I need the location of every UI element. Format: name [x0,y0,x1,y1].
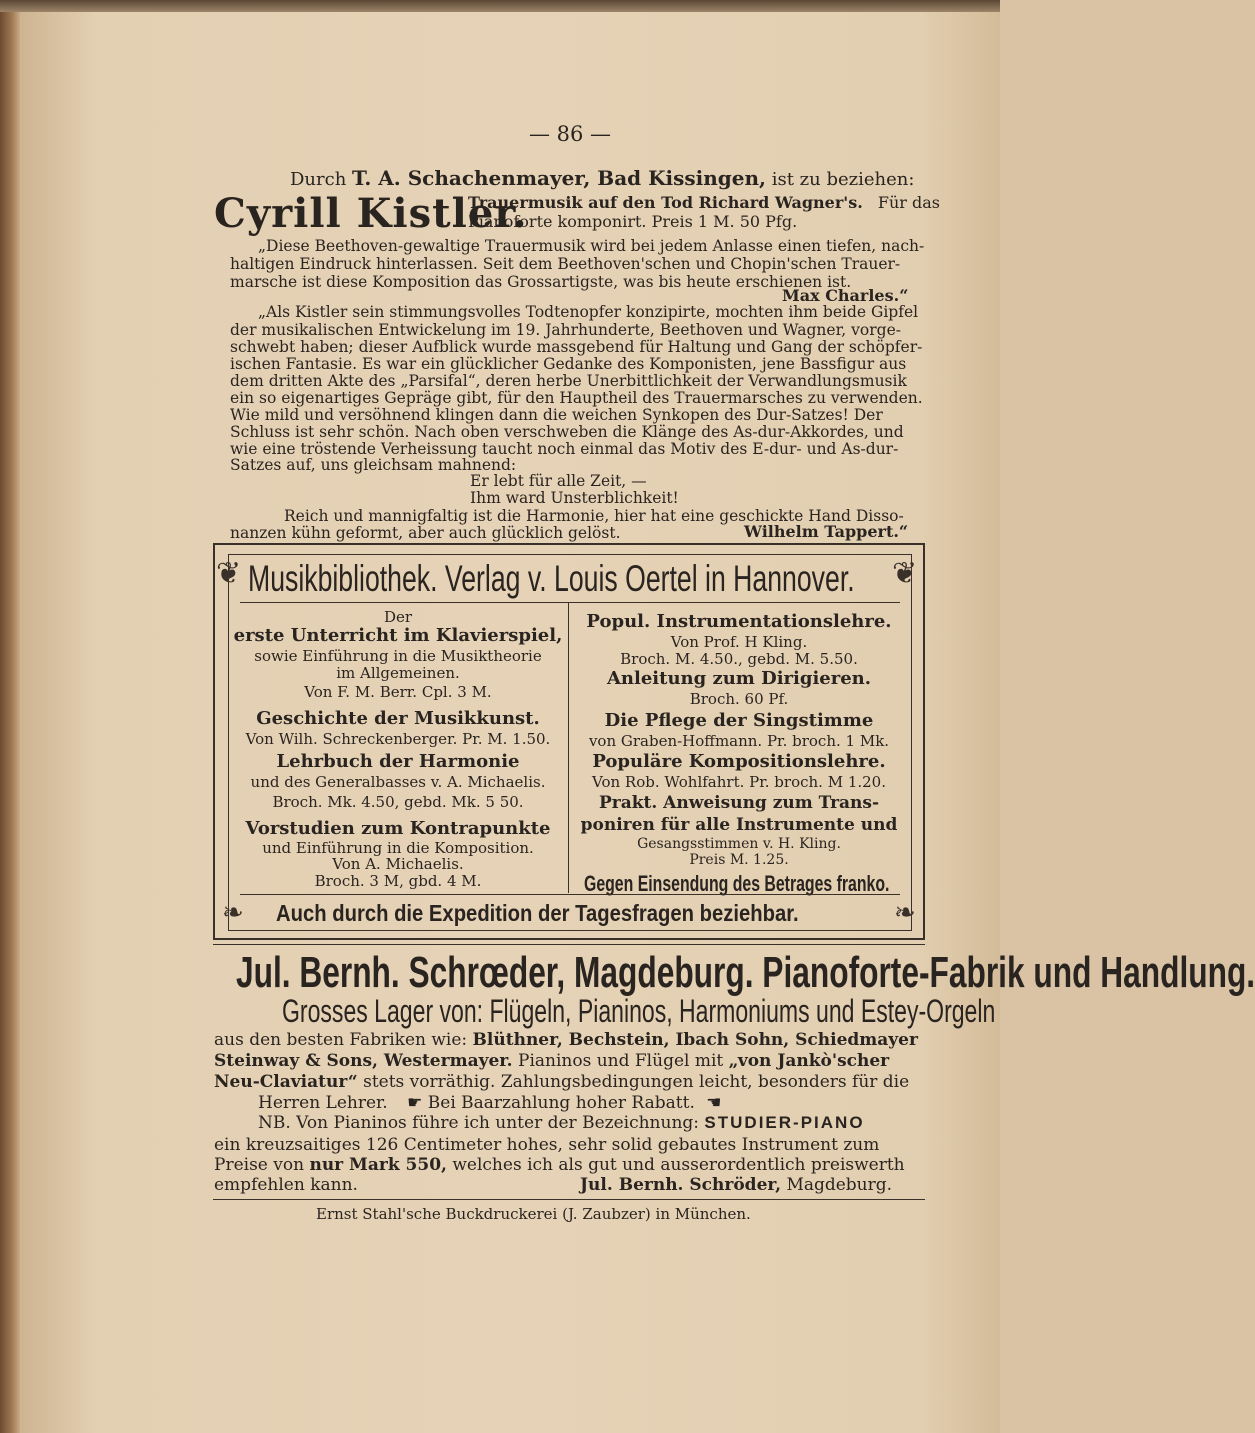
left-item1-line: Von F. M. Berr. Cpl. 3 M. [304,683,492,701]
schachenmayer-tail: ist zu beziehen: [771,169,915,190]
schroeder-line5 [258,1113,865,1133]
ad-rule-bottom [213,1199,925,1200]
quote2-author: Wilhelm Tappert.“ [744,522,909,541]
schroeder-line4 [258,1093,722,1113]
schroeder-signature-city: Magdeburg. [786,1175,893,1195]
quote2-end-line: nanzen kühn geformt, aber auch glücklich gelöst. [230,524,621,542]
header-rule [240,602,900,603]
quote1-line: „Diese Beethoven-gewaltige Trauermusik wird bei jedem Anlasse einen tiefen, nach- [258,237,925,255]
footer-rule [240,894,900,895]
pointing-hand-icon: ☛ [407,1093,423,1113]
kistler-work-tail: Für das [877,193,940,212]
right-item5-line: Gesangsstimmen v. H. Kling. [637,836,841,852]
schroeder-line3-rest: stets vorräthig. Zahlungsbedingungen leicht, besonders für die [363,1072,910,1092]
schroeder-line7 [214,1155,905,1175]
schroeder-manufacturers2: Steinway & Sons, Westermayer. [214,1051,513,1071]
left-item4-line: und Einführung in die Komposition. [262,839,534,857]
quote2-line: Wie mild und versöhnend klingen dann die weichen Synkopen des Dur-Satzes! Der [230,406,883,424]
left-item4-line: Von A. Michaelis. [332,855,464,873]
musikbibliothek-header: Musikbibliothek. Verlag v. Louis Oertel in Hannover. [248,558,855,599]
schroeder-price: nur Mark 550, [309,1155,447,1175]
right-item1-line: Von Prof. H Kling. [670,633,808,651]
quote1-author: Max Charles.“ [782,286,909,305]
left-item1-pre: Der [383,608,413,626]
ornament-icon: ❧ [894,898,916,928]
ornament-icon: ❧ [222,898,244,928]
right-item2-title: Anleitung zum Dirigieren. [606,668,872,689]
right-item3-line: von Graben-Hoffmann. Pr. broch. 1 Mk. [588,732,890,750]
right-item6: Gegen Einsendung des Betrages franko. [584,871,890,896]
left-item4-title: Vorstudien zum Kontrapunkte [245,818,551,839]
right-item5-line: Preis M. 1.25. [689,852,789,868]
right-item1-title: Popul. Instrumentationslehre. [586,611,892,632]
verse-line: Er lebt für alle Zeit, — [470,472,647,490]
pointing-hand-icon: ☚ [706,1093,722,1113]
schroeder-discount: Bei Baarzahlung hoher Rabatt. [427,1093,695,1113]
quote2-end-line: Reich und mannigfaltig ist die Harmonie, hier hat eine geschickte Hand Disso- [284,507,904,525]
quote2-line: ein so eigenartiges Gepräge gibt, für den Hauptheil des Trauermarsches zu verwenden. [230,389,923,407]
schroeder-line2-mid: Pianinos und Flügel mit [518,1051,724,1071]
schroeder-subhead: Grosses Lager von: Flügeln, Pianinos, Harmoniums und Estey-Orgeln [282,993,996,1029]
book-spine [0,0,20,1433]
schroeder-headline: Jul. Bernh. Schrœder, Magdeburg. Pianoforte-Fabrik und Handlung. [236,948,1255,997]
schroeder-line1-pre: aus den besten Fabriken wie: [214,1030,468,1050]
right-item4-title: Populäre Kompositionslehre. [592,751,886,772]
musikbibliothek-footer: Auch durch die Expedition der Tagesfragen beziehbar. [276,900,799,926]
schroeder-line5-pre: NB. Von Pianinos führe ich unter der Bezeichnung: [258,1113,700,1133]
left-item3-line: und des Generalbasses v. A. Michaelis. [250,773,546,791]
right-item4-line: Von Rob. Wohlfahrt. Pr. broch. M 1.20. [591,773,886,791]
schroeder-line2 [214,1051,889,1071]
top-edge [0,0,1000,12]
schroeder-line7-rest: welches ich als gut und ausserordentlich preiswerth [452,1155,905,1175]
left-item3-line: Broch. Mk. 4.50, gebd. Mk. 5 50. [272,793,524,811]
schroeder-line8-pre: empfehlen kann. [214,1175,358,1195]
schroeder-signature-name: Jul. Bernh. Schröder, [580,1175,782,1195]
quote2-line: ischen Fantasie. Es war ein glücklicher Gedanke des Komponisten, jene Bassfigur aus [230,355,907,373]
quote2-line: Schluss ist sehr schön. Nach oben verschweben die Klänge des As-dur-Akkordes, und [230,423,904,441]
right-item3-title: Die Pflege der Singstimme [604,710,874,731]
right-item5-title: Prakt. Anweisung zum Trans- [598,793,880,813]
quote1-line: marsche ist diese Komposition das Grossartigste, was bis heute erschienen ist. [230,273,852,291]
quote2-line: wie eine tröstende Verheissung taucht noch einmal das Motiv des E-dur- und As-dur- [230,440,899,458]
page-number: — 86 — [528,122,612,146]
right-item2-line: Broch. 60 Pf. [689,690,789,708]
schachenmayer-name: T. A. Schachenmayer, Bad Kissingen, [352,166,766,190]
schroeder-teachers: Herren Lehrer. [258,1093,388,1113]
ad-rule-top [213,944,925,945]
kistler-work-line2: Pianoforte komponirt. Preis 1 M. 50 Pfg. [468,212,798,231]
left-item1-title: erste Unterricht im Klavierspiel, [233,625,563,646]
schroeder-janko: „von Jankò'scher [728,1051,890,1071]
studier-piano: STUDIER-PIANO [704,1113,865,1132]
schroeder-claviatur: Neu-Claviatur“ [214,1072,358,1092]
right-item1-line: Broch. M. 4.50., gebd. M. 5.50. [620,650,858,668]
schachenmayer-intro: Durch [290,169,347,190]
quote1-line: haltigen Eindruck hinterlassen. Seit dem Beethoven'schen und Chopin'schen Trauer- [230,255,901,273]
schachenmayer-line [290,166,914,190]
kistler-work-line1 [468,193,940,212]
printer-imprint: Ernst Stahl'sche Buckdruckerei (J. Zaubzer) in München. [316,1205,751,1223]
left-item4-line: Broch. 3 M, gbd. 4 M. [314,872,482,890]
right-item5-title: poniren für alle Instrumente und [580,815,898,835]
schroeder-signature [580,1175,892,1195]
left-item1-line: im Allgemeinen. [336,664,460,682]
schroeder-line7-pre: Preise von [214,1155,305,1175]
verse-line: Ihm ward Unsterblichkeit! [470,489,679,507]
schroeder-line3 [214,1072,909,1092]
schroeder-manufacturers: Blüthner, Bechstein, Ibach Sohn, Schiedmayer [472,1030,918,1050]
column-divider [568,603,569,893]
ornament-icon: ❦ [892,556,918,591]
quote2-line: der musikalischen Entwickelung im 19. Jahrhunderte, Beethoven und Wagner, vorge- [230,321,901,339]
quote2-line: „Als Kistler sein stimmungsvolles Todtenopfer konzipirte, mochten ihm beide Gipfel [258,303,919,321]
left-item2-line: Von Wilh. Schreckenberger. Pr. M. 1.50. [245,730,551,748]
quote2-line: Satzes auf, uns gleichsam mahnend: [230,456,517,474]
left-item2-title: Geschichte der Musikkunst. [256,708,540,729]
kistler-work-title: Trauermusik auf den Tod Richard Wagner's. [468,193,863,212]
kistler-name: Cyrill Kistler. [214,190,528,237]
quote2-line: schwebt haben; dieser Aufblick wurde massgebend für Haltung und Gang der schöpfer- [230,338,923,356]
ornament-icon: ❦ [216,556,242,591]
left-item1-line: sowie Einführung in die Musiktheorie [254,647,542,665]
left-item3-title: Lehrbuch der Harmonie [276,751,520,772]
quote2-line: dem dritten Akte des „Parsifal“, deren herbe Unerbittlichkeit der Verwandlungsmusik [230,372,907,390]
schroeder-line1 [214,1030,918,1050]
schroeder-line6: ein kreuzsaitiges 126 Centimeter hohes, sehr solid gebautes Instrument zum [214,1135,880,1155]
